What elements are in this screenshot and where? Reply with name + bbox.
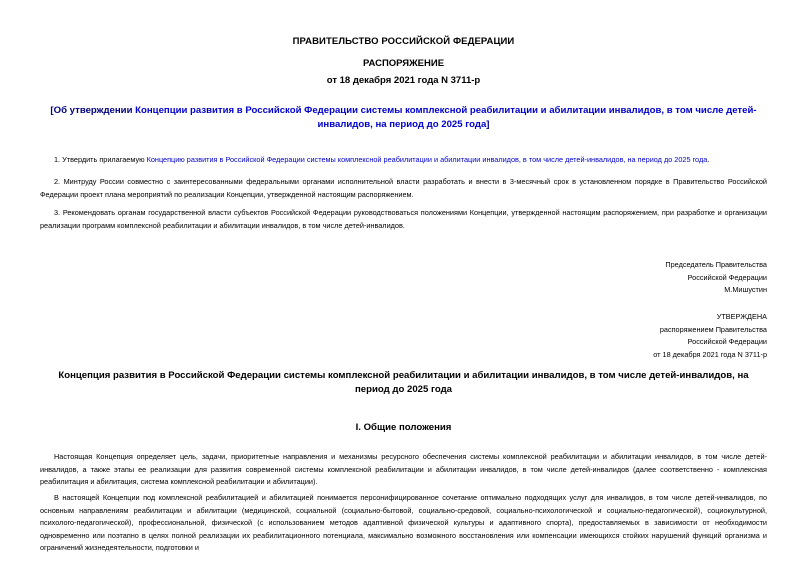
approval-line: от 18 декабря 2021 года N 3711-р bbox=[653, 349, 767, 359]
item-1-end: . bbox=[707, 155, 710, 164]
subject-concept-link[interactable]: Концепции развития в Российской Федерации системы комплексной реабилитации и абилитации инвалидов, в том числе детей-инвалидов, на период до 2025 года bbox=[135, 105, 757, 130]
section-heading: I. Общие положения bbox=[355, 422, 452, 433]
concept-paragraph: В настоящей Концепции под комплексной реабилитацией и абилитацией понимается персонифицированное сочетание оптимально подходящих услуг для инвалидов, в том числе детей-инвалидов, по основным направлениям реабилитации и абилитации (медицинской, социальной (социально-бытовой, социально-средовой, социально-психологической и социально-педагогической), социокультурной, психолого-педагогической), профессиональной, физической (с использованием методов адаптивной физической культуры и адаптивного спорта), предоставляемых в зависимости от необходимости одновременно или поэтапно в целях полной реализации их реабилитационного потенциала, максимально возможного восстановления или компенсации имеющихся стойких нарушений функций организма и ограничений жизнедеятельности, подготовки и bbox=[40, 493, 767, 552]
subject-suffix: ] bbox=[486, 119, 490, 130]
order-item-1 bbox=[40, 154, 767, 167]
document-date-number: от 18 декабря 2021 года N 3711-р bbox=[326, 75, 481, 86]
subject-prefix: [Об утверждении bbox=[50, 105, 136, 116]
approval-line: Российской Федерации bbox=[687, 337, 767, 346]
document-subject bbox=[40, 104, 767, 132]
signature-line: Российской Федерации bbox=[687, 272, 767, 282]
concept-title: Концепция развития в Российской Федерации системы комплексной реабилитации и абилитации инвалидов, в том числе детей-инвалидов, на период до 2025 года bbox=[58, 370, 749, 395]
signature-line: Председатель Правительства bbox=[665, 260, 767, 269]
item-1-concept-link[interactable]: Концепцию развития в Российской Федерации системы комплексной реабилитации и абилитации инвалидов, в том числе детей-инвалидов, на период до 2025 года bbox=[146, 155, 708, 164]
signature-name: М.Мишустин bbox=[724, 285, 767, 294]
item-1-text: 1. Утвердить прилагаемую bbox=[54, 155, 147, 164]
approval-line: распоряжением Правительства bbox=[659, 324, 767, 334]
government-heading: ПРАВИТЕЛЬСТВО РОССИЙСКОЙ ФЕДЕРАЦИИ bbox=[292, 36, 515, 47]
order-item-2: 2. Минтруду России совместно с заинтересованными федеральными органами исполнительной власти разработать и внести в 3-месячный срок в установленном порядке в Правительство Российской Федерации проект плана мероприятий по реализации Концепции, утвержденной настоящим распоряжением. bbox=[40, 177, 767, 199]
order-item-3: 3. Рекомендовать органам государственной власти субъектов Российской Федерации руководствоваться положениями Концепции, утвержденной настоящим распоряжением, при разработке и организации реализации программ комплексной реабилитации и абилитации инвалидов, в том числе детей-инвалидов. bbox=[40, 208, 767, 230]
concept-paragraph: Настоящая Концепция определяет цель, задачи, приоритетные направления и механизмы ресурсного обеспечения системы комплексной реабилитации и абилитации инвалидов, в том числе детей-инвалидов, а также этапы ее реализации для развития современной системы комплексной реабилитации и абилитации инвалидов, в том числе детей-инвалидов (далее соответственно - комплексная реабилитация и абилитация, система комплексной реабилитации и абилитации). bbox=[40, 452, 767, 486]
signature-block bbox=[547, 259, 767, 297]
approval-line: УТВЕРЖДЕНА bbox=[716, 312, 767, 321]
document-type: РАСПОРЯЖЕНИЕ bbox=[362, 58, 445, 69]
approval-block bbox=[547, 311, 767, 361]
